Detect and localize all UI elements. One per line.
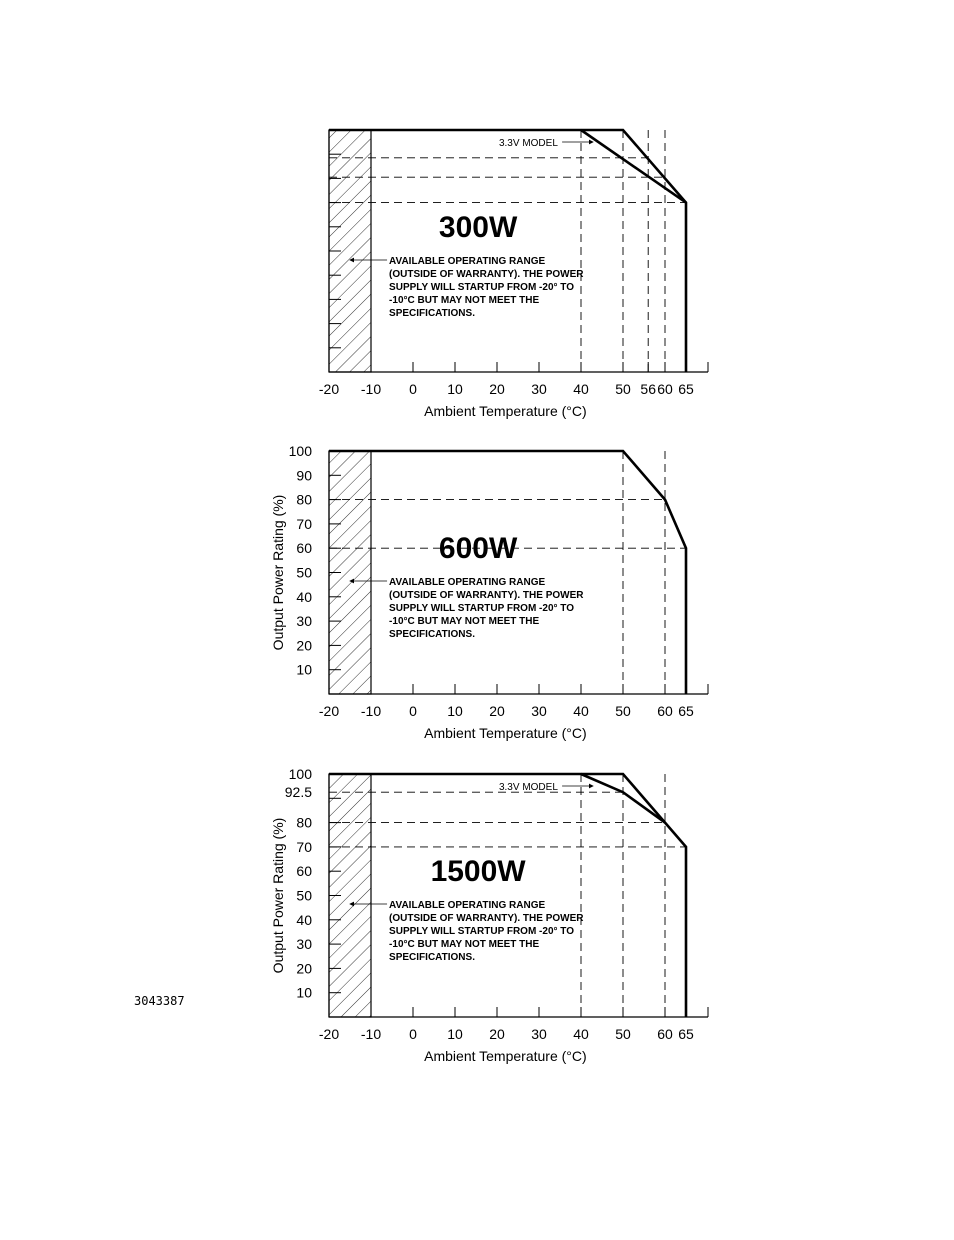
y-tick-label: 20	[296, 960, 312, 977]
chart-title: 1500W	[430, 855, 526, 888]
x-tick-label: -20	[318, 381, 340, 397]
x-tick-label: 20	[489, 1026, 505, 1042]
x-tick-label: -10	[360, 703, 382, 719]
y-tick-label: 20	[296, 637, 312, 654]
chart-1	[270, 443, 708, 741]
x-tick-label: 50	[615, 381, 631, 397]
x-tick-label: 56	[640, 381, 656, 397]
x-tick-label: -10	[360, 381, 382, 397]
y-tick-label: 92.5	[284, 784, 312, 801]
document-id: 3043387	[134, 994, 185, 1008]
y-axis-label: Output Power Rating (%)	[270, 494, 286, 651]
x-tick-label: 0	[409, 703, 417, 719]
operating-range-note-line: (OUTSIDE OF WARRANTY). THE POWER	[389, 913, 584, 924]
x-tick-label: 65	[678, 381, 694, 397]
x-tick-label: 10	[447, 703, 463, 719]
y-tick-label: 80	[296, 814, 312, 831]
x-tick-label: -20	[318, 703, 340, 719]
x-tick-label: 40	[573, 381, 589, 397]
x-tick-label: 0	[409, 381, 417, 397]
x-tick-label: 10	[447, 1026, 463, 1042]
y-tick-label: 60	[296, 540, 312, 557]
operating-range-note-line: AVAILABLE OPERATING RANGE	[389, 900, 546, 911]
operating-range-note-line: AVAILABLE OPERATING RANGE	[389, 256, 546, 267]
y-tick-label: 30	[296, 936, 312, 953]
y-tick-label: 30	[296, 613, 312, 630]
x-tick-label: 30	[531, 381, 547, 397]
x-tick-label: 65	[678, 703, 694, 719]
operating-range-note-line: AVAILABLE OPERATING RANGE	[389, 577, 546, 588]
y-tick-label: 10	[296, 984, 312, 1001]
x-tick-label: 65	[678, 1026, 694, 1042]
x-tick-label: -10	[360, 1026, 382, 1042]
operating-range-note-line: SUPPLY WILL STARTUP FROM -20° TO	[389, 926, 575, 937]
operating-range-note-line: (OUTSIDE OF WARRANTY). THE POWER	[389, 269, 584, 280]
series-line-0	[329, 774, 686, 1017]
chart-2	[270, 766, 708, 1064]
operating-range-note-line: (OUTSIDE OF WARRANTY). THE POWER	[389, 590, 584, 601]
operating-range-note-line: SUPPLY WILL STARTUP FROM -20° TO	[389, 282, 575, 293]
chart-title: 600W	[438, 532, 518, 565]
y-tick-label: 70	[296, 838, 312, 855]
x-axis-label: Ambient Temperature (°C)	[424, 1048, 587, 1064]
chart-title: 300W	[438, 211, 518, 244]
operating-range-note-line: SUPPLY WILL STARTUP FROM -20° TO	[389, 603, 575, 614]
x-tick-label: 30	[531, 703, 547, 719]
operating-range-note-line: -10°C BUT MAY NOT MEET THE	[389, 616, 540, 627]
operating-range-note-line: -10°C BUT MAY NOT MEET THE	[389, 939, 540, 950]
y-tick-label: 90	[296, 467, 312, 484]
operating-range-note-line: SPECIFICATIONS.	[389, 629, 475, 640]
x-tick-label: 10	[447, 381, 463, 397]
series-label: 3.3V MODEL	[498, 138, 558, 149]
operating-range-note-line: SPECIFICATIONS.	[389, 308, 475, 319]
chart-0	[319, 130, 708, 419]
x-tick-label: -20	[318, 1026, 340, 1042]
y-tick-label: 40	[296, 588, 312, 605]
y-tick-label: 50	[296, 564, 312, 581]
x-axis-label: Ambient Temperature (°C)	[424, 725, 587, 741]
x-tick-label: 50	[615, 1026, 631, 1042]
operating-range-note-line: -10°C BUT MAY NOT MEET THE	[389, 295, 540, 306]
x-tick-label: 60	[657, 1026, 673, 1042]
y-tick-label: 60	[296, 863, 312, 880]
x-tick-label: 20	[489, 703, 505, 719]
y-tick-label: 100	[288, 443, 312, 459]
y-tick-label: 100	[288, 766, 312, 782]
x-tick-label: 30	[531, 1026, 547, 1042]
x-axis-label: Ambient Temperature (°C)	[424, 403, 587, 419]
series-label: 3.3V MODEL	[498, 782, 558, 793]
operating-range-note-line: SPECIFICATIONS.	[389, 952, 475, 963]
y-tick-label: 70	[296, 515, 312, 532]
y-tick-label: 80	[296, 491, 312, 508]
x-tick-label: 60	[657, 381, 673, 397]
series-line-0	[329, 451, 686, 694]
x-tick-label: 60	[657, 703, 673, 719]
y-tick-label: 50	[296, 887, 312, 904]
x-tick-label: 40	[573, 1026, 589, 1042]
x-tick-label: 20	[489, 381, 505, 397]
x-tick-label: 50	[615, 703, 631, 719]
y-tick-label: 40	[296, 911, 312, 928]
x-tick-label: 40	[573, 703, 589, 719]
y-tick-label: 10	[296, 661, 312, 678]
y-axis-label: Output Power Rating (%)	[270, 817, 286, 974]
x-tick-label: 0	[409, 1026, 417, 1042]
